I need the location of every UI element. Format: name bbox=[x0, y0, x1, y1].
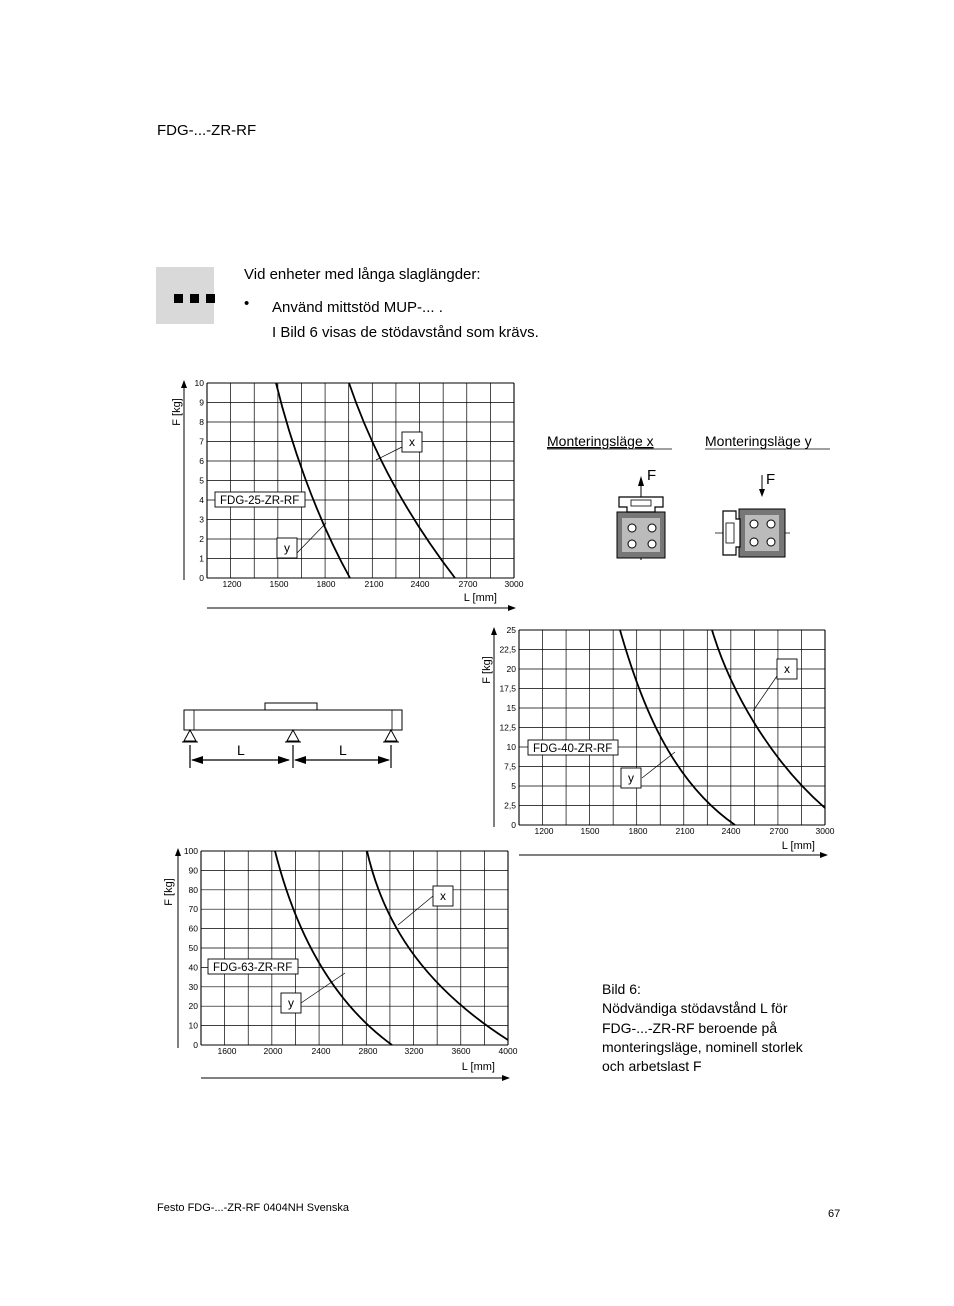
y-tick-label: 17,5 bbox=[499, 683, 516, 694]
force-label-y: F bbox=[766, 471, 776, 488]
chart-title: FDG-40-ZR-RF bbox=[533, 743, 613, 755]
leader-line bbox=[376, 447, 402, 460]
bullet-line-1: Använd mittstöd MUP-... . bbox=[272, 299, 443, 316]
y-tick-label: 1 bbox=[199, 553, 204, 564]
page-header-title: FDG-...-ZR-RF bbox=[157, 122, 257, 139]
y-tick-label: 10 bbox=[188, 1020, 198, 1031]
x-axis-label: L [mm] bbox=[781, 840, 815, 852]
bullet-line-2: I Bild 6 visas de stödavstånd som krävs. bbox=[272, 324, 539, 341]
x-tick-label: 2100 bbox=[675, 826, 695, 836]
profile-y-icon bbox=[715, 475, 790, 557]
span-label-left: L bbox=[237, 742, 245, 758]
caption-line-5: och arbetslast F bbox=[602, 1058, 702, 1075]
y-tick-label: 2,5 bbox=[504, 800, 516, 811]
x-tick-label: 2400 bbox=[311, 1046, 331, 1056]
figure-caption bbox=[602, 980, 842, 1076]
y-tick-label: 3 bbox=[199, 514, 204, 525]
y-tick-label: 25 bbox=[506, 625, 516, 635]
y-tick-label: 100 bbox=[183, 846, 198, 856]
footer-text: Festo FDG-...-ZR-RF 0404NH Svenska bbox=[157, 1202, 349, 1214]
y-tick-label: 80 bbox=[188, 884, 198, 895]
x-tick-label: 4000 bbox=[498, 1046, 518, 1056]
profile-x-icon bbox=[617, 476, 665, 560]
page-number: 67 bbox=[828, 1208, 841, 1220]
caption-line-4: monteringsläge, nominell storlek bbox=[602, 1038, 803, 1055]
y-tick-label: 50 bbox=[188, 943, 198, 953]
bullet-icon: • bbox=[244, 295, 250, 312]
leader-line bbox=[753, 676, 777, 711]
y-tick-label: 70 bbox=[188, 904, 198, 915]
y-tick-label: 0 bbox=[511, 820, 516, 830]
y-tick-label: 0 bbox=[193, 1040, 198, 1050]
y-tick-label: 6 bbox=[199, 456, 204, 466]
note-intro: Vid enheter med långa slaglängder: bbox=[244, 266, 481, 283]
y-tick-label: 60 bbox=[188, 923, 198, 934]
x-tick-label: 2800 bbox=[358, 1046, 378, 1056]
y-tick-label: 0 bbox=[199, 573, 204, 583]
support-spacing-diagram bbox=[182, 703, 402, 768]
x-axis-label: L [mm] bbox=[461, 1061, 495, 1073]
x-tick-label: 2000 bbox=[263, 1046, 283, 1056]
leader-line bbox=[398, 896, 433, 925]
x-tick-label: 2400 bbox=[410, 579, 430, 589]
force-label-x: F bbox=[647, 467, 657, 484]
x-tick-label: 2100 bbox=[364, 579, 384, 589]
leader-line bbox=[642, 752, 675, 778]
caption-line-3: FDG-...-ZR-RF beroende på bbox=[602, 1019, 778, 1036]
y-axis-arrow-icon bbox=[181, 380, 187, 388]
series-label-x: x bbox=[440, 889, 446, 903]
chart-title: FDG-25-ZR-RF bbox=[220, 495, 300, 507]
chart-2 bbox=[481, 625, 835, 858]
y-tick-label: 30 bbox=[188, 981, 198, 992]
y-tick-label: 40 bbox=[188, 962, 198, 973]
y-tick-label: 8 bbox=[199, 417, 204, 427]
y-tick-label: 10 bbox=[506, 742, 516, 752]
x-tick-label: 3600 bbox=[451, 1046, 471, 1056]
mounting-x-label: Monteringsläge x bbox=[547, 433, 654, 449]
caption-line-2: Nödvändiga stödavstånd L för bbox=[602, 1000, 788, 1017]
x-axis-arrow-icon bbox=[820, 852, 828, 858]
y-tick-label: 9 bbox=[199, 397, 204, 408]
x-axis-arrow-icon bbox=[502, 1075, 510, 1081]
x-tick-label: 1500 bbox=[580, 826, 600, 836]
y-tick-label: 12,5 bbox=[499, 722, 516, 733]
series-curve-x bbox=[712, 630, 825, 808]
mounting-y-label: Monteringsläge y bbox=[705, 433, 812, 449]
caption-line-1: Bild 6: bbox=[602, 981, 641, 997]
series-label-x: x bbox=[784, 662, 790, 676]
x-tick-label: 3000 bbox=[815, 826, 835, 836]
x-tick-label: 1600 bbox=[217, 1046, 237, 1056]
x-tick-label: 1200 bbox=[534, 826, 554, 836]
y-axis-label: F [kg] bbox=[163, 878, 175, 906]
y-tick-label: 10 bbox=[194, 378, 204, 388]
x-tick-label: 3000 bbox=[504, 579, 524, 589]
x-tick-label: 1800 bbox=[628, 826, 648, 836]
y-tick-label: 7,5 bbox=[504, 761, 516, 772]
x-tick-label: 1200 bbox=[222, 579, 242, 589]
x-tick-label: 2400 bbox=[721, 826, 741, 836]
series-label-x: x bbox=[409, 435, 415, 449]
chart-title: FDG-63-ZR-RF bbox=[213, 962, 293, 974]
x-tick-label: 3200 bbox=[404, 1046, 424, 1056]
x-tick-label: 1500 bbox=[269, 579, 289, 589]
y-axis-label: F [kg] bbox=[481, 656, 493, 684]
x-axis-arrow-icon bbox=[508, 605, 516, 611]
series-label-y: y bbox=[288, 996, 294, 1010]
y-tick-label: 4 bbox=[199, 495, 204, 505]
y-tick-label: 20 bbox=[188, 1001, 198, 1012]
chart-3 bbox=[163, 846, 518, 1081]
y-tick-label: 5 bbox=[199, 475, 204, 486]
series-label-y: y bbox=[628, 771, 634, 785]
x-tick-label: 2700 bbox=[458, 579, 478, 589]
y-tick-label: 7 bbox=[199, 436, 204, 447]
span-label-right: L bbox=[339, 742, 347, 758]
y-axis-arrow-icon bbox=[175, 848, 181, 856]
x-tick-label: 1800 bbox=[316, 579, 336, 589]
y-tick-label: 20 bbox=[506, 664, 516, 674]
y-tick-label: 5 bbox=[511, 781, 516, 791]
y-tick-label: 2 bbox=[199, 534, 204, 544]
y-tick-label: 22,5 bbox=[499, 644, 516, 655]
y-axis-label: F [kg] bbox=[171, 398, 183, 426]
leader-line bbox=[301, 973, 345, 1003]
x-tick-label: 2700 bbox=[769, 826, 789, 836]
y-tick-label: 90 bbox=[188, 865, 198, 876]
chart-1 bbox=[171, 378, 524, 611]
x-axis-label: L [mm] bbox=[463, 592, 497, 604]
y-tick-label: 15 bbox=[506, 703, 516, 713]
series-label-y: y bbox=[284, 541, 290, 555]
y-axis-arrow-icon bbox=[491, 627, 497, 635]
